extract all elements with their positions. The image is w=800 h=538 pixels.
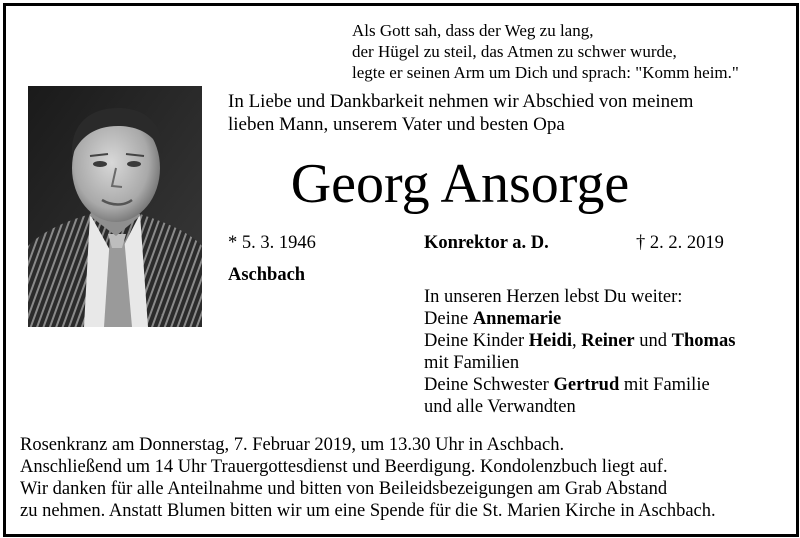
closing-line: Anschließend um 14 Uhr Trauergottesdienst und Beerdigung. Kondolenzbuch liegt auf.	[20, 457, 668, 477]
death-date: † 2. 2. 2019	[636, 233, 724, 253]
mourner-name: Thomas	[671, 331, 736, 351]
intro-line: lieben Mann, unserem Vater und besten Opa	[228, 114, 565, 135]
text: Deine	[424, 309, 473, 329]
closing-line: zu nehmen. Anstatt Blumen bitten wir um eine Spende für die St. Marien Kirche in Aschbach.	[20, 501, 716, 521]
poem-line: der Hügel zu steil, das Atmen zu schwer wurde,	[352, 42, 677, 61]
birth-date: * 5. 3. 1946	[228, 233, 316, 253]
mourners-line: In unseren Herzen lebst Du weiter:	[424, 287, 683, 307]
mourner-name: Annemarie	[472, 309, 562, 329]
job-title: Konrektor a. D.	[424, 233, 549, 253]
mourners-line	[424, 308, 735, 330]
place: Aschbach	[228, 265, 306, 285]
closing-text	[20, 434, 716, 522]
mourners-line: und alle Verwandten	[424, 397, 576, 417]
mourner-name: Gertrud	[553, 375, 620, 395]
closing-line: Rosenkranz am Donnerstag, 7. Februar 2019, um 13.30 Uhr in Aschbach.	[20, 435, 565, 455]
poem-line: legte er seinen Arm um Dich und sprach: "Komm heim."	[352, 63, 739, 82]
closing-line: Wir danken für alle Anteilnahme und bitten von Beileidsbezeigungen am Grab Abstand	[20, 479, 668, 499]
intro-text	[228, 90, 693, 136]
mourner-name: Heidi	[528, 331, 572, 351]
mourners-line: mit Familien	[424, 353, 520, 373]
mourners-list	[424, 286, 735, 418]
text: Deine Kinder	[424, 331, 529, 351]
deceased-name: Georg Ansorge	[290, 153, 630, 215]
mourners-line	[424, 374, 735, 396]
intro-line: In Liebe und Dankbarkeit nehmen wir Abschied von meinem	[228, 91, 694, 112]
text: und	[634, 331, 672, 351]
poem-line: Als Gott sah, dass der Weg zu lang,	[352, 21, 594, 40]
mourner-name: Reiner	[581, 331, 635, 351]
text: mit Familie	[619, 375, 710, 395]
mourners-line	[424, 330, 735, 352]
poem	[352, 20, 739, 83]
text: ,	[571, 331, 582, 351]
text: Deine Schwester	[424, 375, 554, 395]
